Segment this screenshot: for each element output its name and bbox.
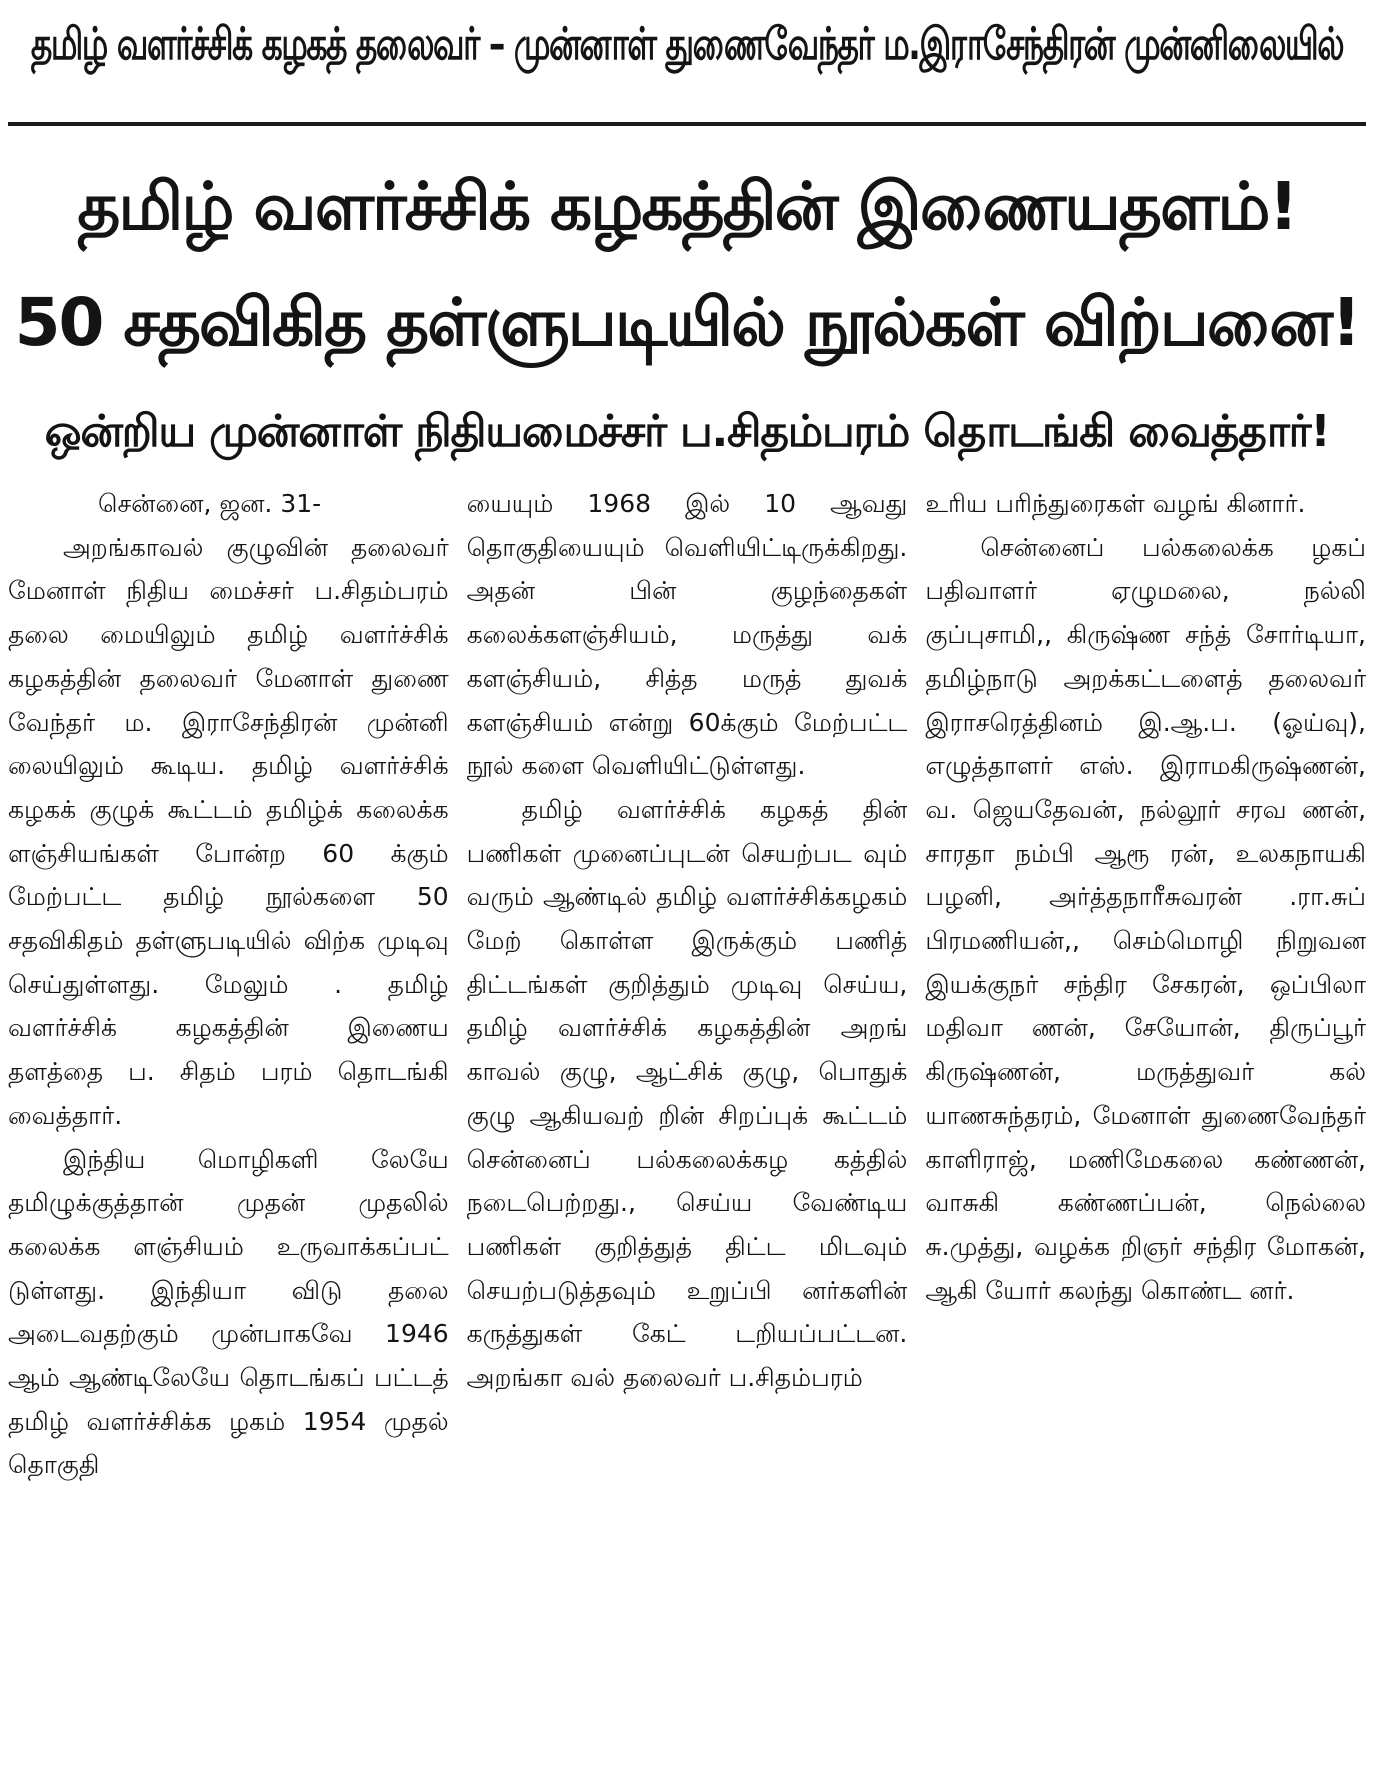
paragraph: அறங்காவல் குழுவின் தலைவர் மேனாள் நிதிய மைச்சர் ப.சிதம்பரம் தலை மையிலும் தமிழ் வளர்ச்சிக் கழகத்தின் தலைவர் மேனாள் துணை வேந்தர் ம. இராசேந்திரன் முன்னி லையிலும் கூடிய. தமிழ் வளர்ச்சிக் கழகக் குழுக் கூட்டம் தமிழ்க் கலைக்க ளஞ்சியங்கள் போன்ற 60 க்கும் மேற்பட்ட தமிழ் நூல்களை 50 சதவிகிதம் தள்ளுபடியில் விற்க முடிவு செய்துள்ளது. மேலும் . தமிழ் வளர்ச்சிக் கழகத்தின் இணைய தளத்தை ப. சிதம் பரம் தொடங்கி வைத்தார். (8, 532, 449, 1130)
article-body (8, 482, 1366, 1762)
headline-line-2: 50 சதவிகித தள்ளுபடியில் நூல்கள் விற்பனை! (14, 284, 1360, 361)
article-column-2 (467, 482, 908, 1762)
header-divider (8, 122, 1366, 126)
dateline: சென்னை, ஜன. 31- (98, 489, 322, 518)
article-column-3 (925, 482, 1366, 1762)
headline-line-1: தமிழ் வளர்ச்சிக் கழகத்தின் இணையதளம்! (77, 168, 1297, 245)
paragraph: யையும் 1968 இல் 10 ஆவது தொகுதியையும் வெளியிட்டிருக்கிறது. அதன் பின் குழந்தைகள் கலைக்களஞ்சியம், மருத்து வக் களஞ்சியம், சித்த மருத் துவக் களஞ்சியம் என்று 60க்கும் மேற்பட்ட நூல் களை வெளியிட்டுள்ளது. (466, 489, 908, 781)
paragraph: இந்திய மொழிகளி லேயே தமிழுக்குத்தான் முதன் முதலில் கலைக்க ளஞ்சியம் உருவாக்கப்பட் டுள்ளது. இந்தியா விடு தலை அடைவதற்கும் முன்பாகவே 1946 ஆம் ஆண்டிலேயே தொடங்கப் பட்டத் தமிழ் வளர்ச்சிக்க ழகம் 1954 முதல் தொகுதி (8, 1144, 449, 1480)
paragraph: சென்னைப் பல்கலைக்க ழகப் பதிவாளர் ஏழுமலை, நல்லி குப்புசாமி,, கிருஷ்ண சந்த் சோர்டியா, தமிழ்நாடு அறக்கட்டளைத் தலைவர் இராசரெத்தினம் இ.ஆ.ப. (ஓய்வு), எழுத்தாளர் எஸ். இராமகிருஷ்ணன், வ. ஜெயதேவன், நல்லூர் சரவ ணன், சாரதா நம்பி ஆரூ ரன், உலகநாயகி பழனி, அர்த்தநாரீசுவரன் .ரா.சுப் பிரமணியன்,, செம்மொழி நிறுவன இயக்குநர் சந்திர சேகரன், ஒப்பிலா மதிவா ணன், சேயோன், திருப்பூர் கிருஷ்ணன், மருத்துவர் கல் யாணசுந்தரம், மேனாள் துணைவேந்தர் காளிராஜ், மணிமேகலை கண்ணன், வாசுகி கண்ணப்பன், நெல்லை சு.முத்து, வழக்க றிஞர் சந்திர மோகன், ஆகி யோர் கலந்து கொண்ட னர். (925, 532, 1367, 1305)
subheadline: ஒன்றிய முன்னாள் நிதியமைச்சர் ப.சிதம்பரம் தொடங்கி வைத்தார்! (44, 406, 1330, 457)
article-column-1 (8, 482, 449, 1762)
paragraph: தமிழ் வளர்ச்சிக் கழகத் தின் பணிகள் முனைப்புடன் செயற்பட வும் வரும் ஆண்டில் தமிழ் வளர்ச்சிக்கழகம் மேற் கொள்ள இருக்கும் பணித் திட்டங்கள் குறித்தும் முடிவு செய்ய, தமிழ் வளர்ச்சிக் கழகத்தின் அறங் காவல் குழு, ஆட்சிக் குழு, பொதுக் குழு ஆகியவற் றின் சிறப்புக் கூட்டம் சென்னைப் பல்கலைக்கழ கத்தில் நடைபெற்றது., செய்ய வேண்டிய பணிகள் குறித்துத் திட்ட மிடவும் செயற்படுத்தவும் உறுப்பி னர்களின் கருத்துகள் கேட் டறியப்பட்டன. அறங்கா வல் தலைவர் ப.சிதம்பரம் (466, 794, 908, 1393)
kicker-line: தமிழ் வளர்ச்சிக் கழகத் தலைவர் – முன்னாள் துணைவேந்தர் ம.இராசேந்திரன் முன்னிலையில் (30, 17, 1344, 70)
paragraph: உரிய பரிந்துரைகள் வழங் கினார். (925, 489, 1306, 518)
